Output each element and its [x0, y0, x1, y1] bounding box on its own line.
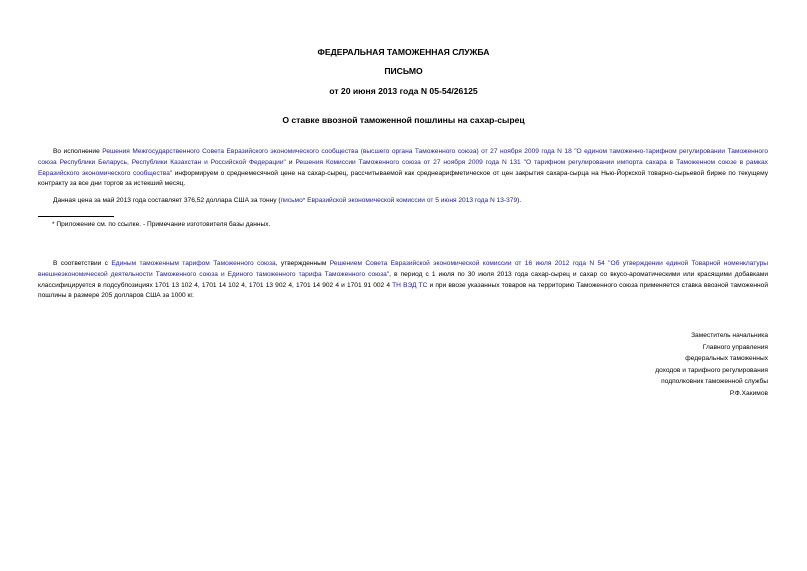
- link-customs-tariff[interactable]: Единым таможенным тарифом Таможенного союза: [111, 260, 276, 267]
- signature-block: [560, 330, 768, 399]
- footnote-divider: [38, 216, 114, 217]
- paragraph-2: [38, 196, 768, 207]
- paragraph-2-text-a: Данная цена за май 2013 года составляет 376,52 доллара США за тонну (: [53, 197, 281, 204]
- paragraph-3-text-d: и при ввозе указанных товаров на территорию Таможенного союза применяется ставка ввозной таможенной пошлины в размере 205 долларов США за 1000 кг.: [38, 281, 769, 300]
- paragraph-3-text-c: , в период с 1 июля по 30 июля 2013 года сахар-сырец и сахар со вкусо-ароматическими или красящими добавками классифицируется в подсубпозициях 1701 13 102 4, 1701 14 102 4, 1701 13 902 4, 1701 14 902 4 и 1701 91 002 4: [38, 270, 769, 289]
- signature-line: Главного управления: [702, 343, 768, 351]
- paragraph-1: [38, 147, 768, 190]
- link-eec-letter[interactable]: письмо* Евразийской экономической комиссии от 5 июня 2013 года N 13-379: [280, 197, 518, 204]
- paragraph-3-text-b: , утвержденным: [275, 260, 330, 267]
- signature-line: подполковник таможенной службы: [661, 378, 768, 385]
- signature-line: доходов и тарифного регулирования: [655, 366, 768, 374]
- agency-title: ФЕДЕРАЛЬНАЯ ТАМОЖЕННАЯ СЛУЖБА: [317, 47, 490, 57]
- paragraph-1-text-b: и: [285, 158, 296, 166]
- document-date-number: от 20 июня 2013 года N 05-54/26125: [329, 86, 478, 96]
- paragraph-1-text-a: Во исполнение: [53, 148, 103, 155]
- link-decision-131[interactable]: Решения Комиссии Таможенного союза от 27 ноября 2009 года N 131 "О тарифном регулировании импорта сахара в Таможенном союзе в рамках Евразийского экономического сообщества": [38, 158, 768, 177]
- paragraph-3-text-a: В соответствии с: [53, 260, 112, 267]
- link-decision-18[interactable]: Решения Межгосударственного Совета Евразийского экономического сообщества (высшего органа Таможенного союза) от 27 ноября 2009 года N 18 "О едином таможенно-тарифном регулировании Таможенного союза Республики Беларусь, Республики Казахстан и Российской Федерации": [38, 148, 768, 166]
- signatory-name: Р.Ф.Хакимов: [729, 389, 768, 397]
- document-type: ПИСЬМО: [384, 66, 423, 76]
- footnote: * Приложение см. по ссылке. - Примечание изготовителя базы данных.: [52, 221, 271, 228]
- document-subject: О ставке ввозной таможенной пошлины на сахар-сырец: [282, 115, 525, 125]
- signature-line: федеральных таможенных: [685, 355, 768, 362]
- paragraph-3: [38, 259, 768, 302]
- signature-line: Заместитель начальника: [691, 332, 768, 339]
- paragraph-1-text-c: информируем о среднемесячной цене на сахар-сырец, рассчитываемой как среднеарифметическое от цен закрытия сахара-сырца на Нью-Йоркской товарно-сырьевой бирже по текущему контракту за все дни торгов за истекший месяц.: [38, 169, 768, 188]
- paragraph-2-text-b: ).: [517, 197, 522, 204]
- link-tn-ved[interactable]: ТН ВЭД ТС: [392, 281, 428, 289]
- link-decision-54[interactable]: Решением Совета Евразийской экономической комиссии от 16 июля 2012 года N 54 "Об утверждении единой Товарной номенклатуры внешнеэкономической деятельности Таможенного союза и Единого таможенного тарифа Таможенного союза": [38, 260, 769, 278]
